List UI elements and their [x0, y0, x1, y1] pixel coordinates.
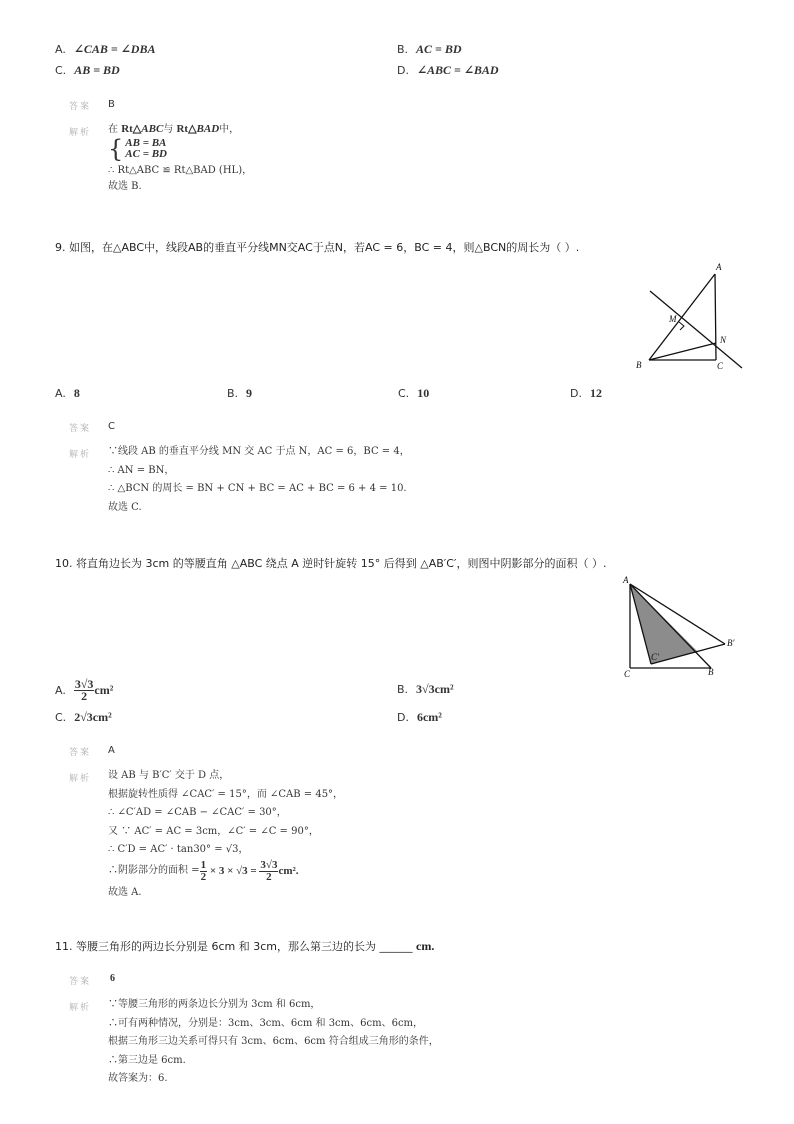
q8-option-d: D. ∠ABC = ∠BAD — [397, 63, 499, 77]
q8-analysis-tag: 解析 — [69, 128, 92, 138]
q9-analysis-tag: 解析 — [69, 450, 92, 460]
q10-analysis — [108, 767, 343, 902]
q11-analysis-line: ∵等腰三角形的两条边长分别为 3cm 和 6cm， — [108, 999, 321, 1010]
q10-analysis-line: 根据旋转性质得 ∠CAC′ = 15°，而 ∠CAB = 45°， — [108, 788, 344, 800]
q9-analysis-line: ∴ AN = BN， — [108, 464, 175, 476]
q9-option-a: A. 8 — [55, 386, 80, 400]
q9-option-b: B. 9 — [227, 386, 253, 400]
q10-option-b: B. 3√3cm² — [397, 682, 454, 696]
q11-analysis-line: ∴第三边是 6cm. — [108, 1054, 186, 1066]
q9-label-b: B — [636, 360, 642, 370]
q10-label-b-prime: B′ — [727, 638, 735, 648]
q10-option-a: A. $\frac{3√3}{2}$ cm² — [55, 677, 114, 703]
q10-analysis-line: ∴ C′D = AC′ · tan30° = √3， — [108, 844, 249, 855]
q8-analysis-line: 故选 B. — [108, 181, 142, 192]
q9-figure — [632, 258, 752, 373]
fraction: $\frac{1}{2}$ — [200, 859, 207, 883]
q8-answer: B — [108, 99, 115, 110]
q10-analysis-area-line: ∴阴影部分的面积 = $\frac{1}{2}$ × 3 × √3 = $\frac{3√3}{2}$ cm². — [108, 859, 299, 883]
q10-answer: A — [108, 745, 115, 756]
q9-answer: C — [108, 421, 115, 432]
q10-figure — [618, 574, 748, 679]
q10-answer-tag: 答案 — [69, 748, 92, 758]
q10-label-b: B — [708, 667, 714, 677]
q9-label-a: A — [716, 262, 722, 272]
q10-option-c: C. 2√3cm² — [55, 710, 112, 724]
fraction: $\frac{3√3}{2}$ — [260, 859, 278, 883]
q8-option-b: B. AC = BD — [397, 42, 462, 56]
q10-question: 10. 将直角边长为 3cm 的等腰直角 △ABC 绕点 A 逆时针旋转 15° 后得到 △AB′C′，则图中阴影部分的面积（ ）. — [55, 557, 607, 570]
q11-answer-tag: 答案 — [69, 977, 92, 987]
q9-label-m: M — [669, 314, 677, 324]
q9-question: 9. 如图，在△ABC中，线段AB的垂直平分线MN交AC于点N，若AC = 6，BC = 4，则△BCN的周长为（ ）. — [55, 241, 580, 254]
q10-analysis-line: 故选 A. — [108, 886, 142, 898]
q11-answer: 6 — [110, 973, 115, 984]
q11-analysis-line: 根据三角形三边关系可得只有 3cm、6cm、6cm 符合组成三角形的条件， — [108, 1036, 439, 1047]
q8-answer-tag: 答案 — [69, 102, 92, 112]
q8-analysis-line: ∴ Rt△ABC ≌ Rt△BAD (HL)， — [108, 165, 253, 176]
q11-analysis-tag: 解析 — [69, 1003, 92, 1013]
q8-analysis — [108, 121, 252, 195]
q10-analysis-line: 又 ∵ AC′ = AC = 3cm，∠C′ = ∠C = 90°， — [108, 825, 319, 837]
q9-analysis-line: ∵线段 AB 的垂直平分线 MN 交 AC 于点 N，AC = 6，BC = 4， — [108, 446, 410, 457]
q9-analysis-line: ∴ △BCN 的周长 = BN + CN + BC = AC + BC = 6 + 4 = 10. — [108, 483, 407, 494]
q10-label-c: C — [624, 669, 631, 679]
q9-option-c: C. 10 — [398, 386, 430, 400]
left-brace-icon: { — [108, 135, 124, 163]
q10-label-a: A — [623, 575, 629, 585]
q9-analysis-line: 故选 C. — [108, 501, 142, 513]
q11-question: 11. 等腰三角形的两边长分别是 6cm 和 3cm，那么第三边的长为 ______ cm. — [55, 939, 435, 953]
fraction: $\frac{3√3}{2}$ — [74, 677, 94, 703]
q11-blank: ______ — [379, 940, 413, 953]
q11-analysis — [108, 996, 439, 1089]
q10-analysis-tag: 解析 — [69, 774, 92, 784]
q8-analysis-line: 在 Rt△ABC与 Rt△BAD中， — [108, 123, 240, 135]
q9-analysis — [108, 443, 410, 517]
q9-label-c: C — [717, 361, 724, 371]
q10-analysis-line: 设 AB 与 B′C′ 交于 D 点， — [108, 770, 230, 781]
q8-equation-system: { AB = BA AC = BD — [108, 135, 168, 163]
q9-answer-tag: 答案 — [69, 424, 92, 434]
q9-label-n: N — [720, 335, 727, 345]
q10-option-d: D. 6cm² — [397, 710, 442, 724]
q8-option-a: A. ∠CAB = ∠DBA — [55, 42, 156, 56]
q9-option-d: D. 12 — [570, 386, 602, 400]
q11-analysis-line: 故答案为：6. — [108, 1073, 168, 1084]
q8-option-c: C. AB = BD — [55, 63, 120, 77]
q11-analysis-line: ∴可有两种情况，分别是：3cm、3cm、6cm 和 3cm、6cm、6cm， — [108, 1017, 424, 1029]
q10-label-c-prime: C′ — [651, 652, 659, 662]
q10-analysis-line: ∴ ∠C′AD = ∠CAB − ∠CAC′ = 30°， — [108, 807, 287, 818]
